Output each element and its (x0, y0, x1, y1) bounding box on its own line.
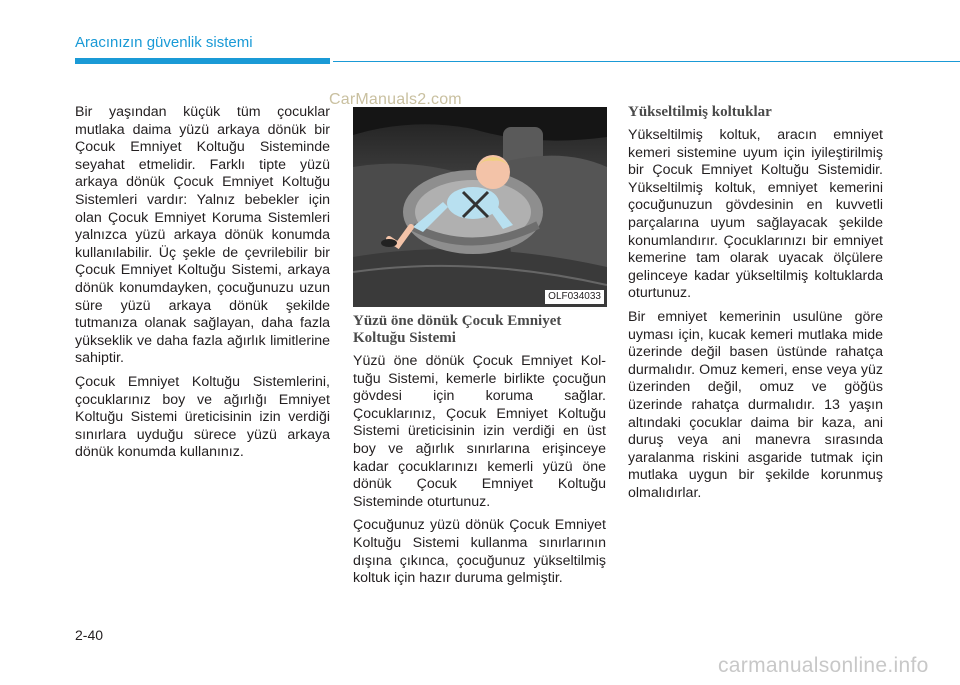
heading-booster-seats: Yükseltilmiş koltuklar (628, 104, 772, 120)
right-paragraph-2: Bir emniyet kemerinin usulüne göre uyması için, kucak kemeri mutlaka mide üzerinde değil basen üstünde rahatça durmalıdır. Omuz kemeri, ense veya yüz üzerinden değil, omuz ve göğüs üzerinde rahatça durmalıdır. 13 yaşın altındaki çocuklar daima bir kaza, ani duruş veya ani manevra sırasında yaralanma riskini asgaride tutmak için mutlaka uygun bir şekilde korunmuş olmalıdırlar. (628, 308, 883, 501)
figure-watermark: CarManuals2.com (329, 91, 462, 108)
middle-paragraph-2: Çocuğunuz yüzü dönük Çocuk Emniyet Koltuğu Sistemi kullanma sınırlarının dışına çıkınca, çocuğunuz yükseltilmiş koltuk için hazır duruma gelmiştir. (353, 517, 606, 587)
left-paragraph-2: Çocuk Emniyet Koltuğu Sistemlerini, çocuklarınız boy ve ağırlığı Emniyet Koltuğu Sistemi üreticisinin izin verdiği sınırlara uyduğu sürece yüzü arkaya dönük konumda kullanınız. (75, 373, 330, 461)
page-number: 2-40 (75, 627, 104, 643)
heading-forward-facing-seat: Yüzü öne dönük Çocuk Emniyet Koltuğu Sistemi (353, 313, 562, 346)
right-paragraph-1: Yükseltilmiş koltuk, aracın emniyet kemeri sistemine uyum için iyileştirilmiş bir Çocuk Emniyet Koltuğu Sistemidir. Yükseltilmiş koltuk, emniyet kemerini çocuğunuzun gövdesinin en kuvvetli parçalarına uyum sağlayacak şekilde konumlandırır. Çocuklarınızı bir emniyet kemerine tam olarak uyacak ölçülere gelinceye kadar yükseltilmiş koltuklarda oturtunuz. (628, 127, 883, 302)
middle-paragraph-1: Yüzü öne dönük Çocuk Emniyet Koltuğu Sistemi, kemerle birlikte çocuğun gövdesi için koruma sağlar. Çocuklarınız, Çocuk Emniyet Koltuğu Sistemi üreticisinin izin verdiği en üst boy ve ağırlık sınırlarına erişinceye kadar çocuklarınızı kemerli yüzü öne dönük Çocuk Emniyet Koltuğu Sisteminde oturtunuz. (353, 353, 606, 510)
child-seat-illustration (353, 107, 607, 307)
section-title: Aracınızın güvenlik sistemi (75, 34, 253, 51)
left-column (75, 104, 330, 468)
header-rule-thick (75, 58, 330, 64)
figure-code: OLF034033 (545, 290, 604, 304)
left-paragraph-1: Bir yaşından küçük tüm çocuklar mutlaka daima yüzü arkaya dönük bir Çocuk Emniyet Koltuğu Sisteminde seyahat etmelidir. Farklı tipte yüzü arkaya dönük Çocuk Emniyet Koltuğu Sistemleri vardır: Yalnız bebekler için olan Çocuk Emniyet Koruma Sistemleri yalnızca yüzü arkaya dönük konumda kullanılabilir. Üç şekle de çevrilebilir bir Çocuk Emniyet Koltuğu Sistemi, arkaya dönük konumdayken, çocuğunuzu uzun süre yüzü arkaya dönük şekilde tutmanıza olanak sağlayan, daha fazla yükseklik ve daha fazla ağırlık limitlerine sahiptir. (75, 104, 330, 367)
right-column (628, 104, 883, 508)
header-rule-thin (333, 61, 960, 62)
middle-column (353, 313, 606, 594)
footer-watermark: carmanualsonline.info (718, 654, 929, 677)
child-seat-figure (353, 107, 607, 307)
